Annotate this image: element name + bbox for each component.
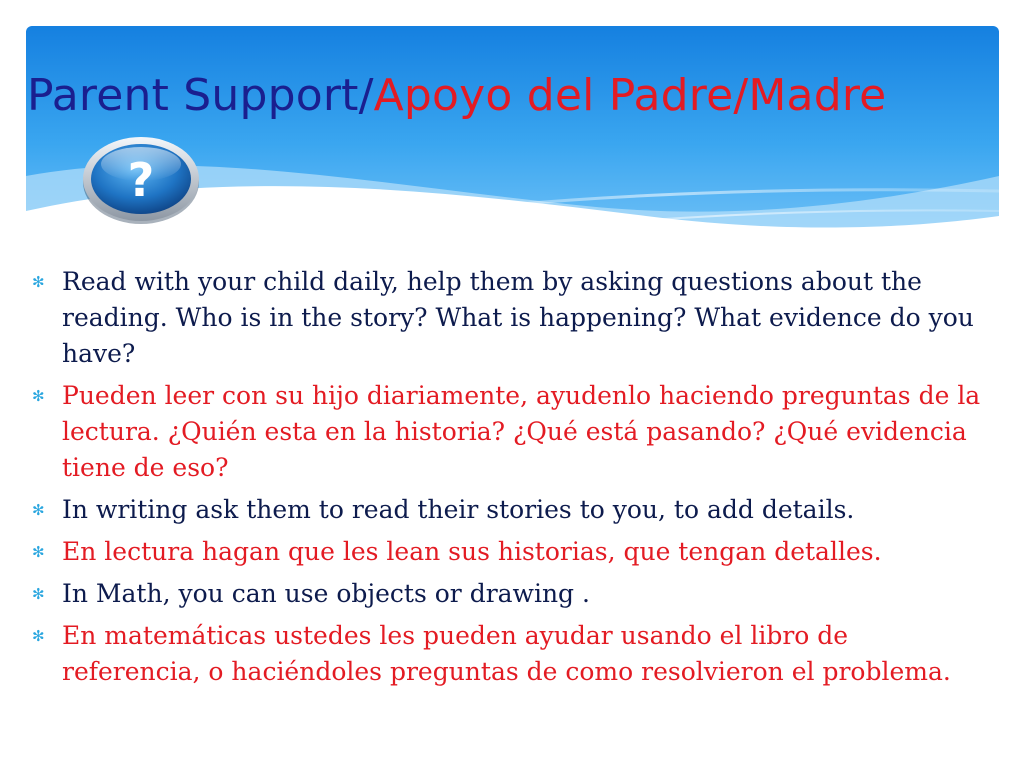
bullet-text: Pueden leer con su hijo diariamente, ayudenlo haciendo preguntas de la lectura. ¿Quién esta en la historia? ¿Qué está pasando? ¿Qué evidencia tiene de eso? bbox=[62, 381, 981, 482]
bullet-marker-icon: ✻ bbox=[32, 387, 45, 405]
page-title bbox=[27, 66, 886, 126]
title-english: Parent Support/ bbox=[27, 70, 374, 121]
bullet-item bbox=[32, 618, 992, 690]
bullet-marker-icon: ✻ bbox=[32, 543, 45, 561]
bullet-item bbox=[32, 492, 992, 528]
bullet-item bbox=[32, 576, 992, 612]
bullet-list bbox=[32, 264, 992, 696]
bullet-item bbox=[32, 264, 992, 372]
bullet-text: En matemáticas ustedes les pueden ayudar usando el libro de referencia, o haciéndoles preguntas de como resolvieron el problema. bbox=[62, 621, 951, 686]
bullet-marker-icon: ✻ bbox=[32, 273, 45, 291]
question-glyph: ? bbox=[127, 153, 155, 207]
bullet-item bbox=[32, 534, 992, 570]
title-spanish: Apoyo del Padre/Madre bbox=[373, 70, 887, 121]
bullet-marker-icon: ✻ bbox=[32, 585, 45, 603]
bullet-item bbox=[32, 378, 992, 486]
question-mark-icon bbox=[80, 134, 202, 226]
bullet-marker-icon: ✻ bbox=[32, 501, 45, 519]
bullet-text: En lectura hagan que les lean sus historias, que tengan detalles. bbox=[62, 537, 882, 566]
bullet-marker-icon: ✻ bbox=[32, 627, 45, 645]
bullet-text: In Math, you can use objects or drawing . bbox=[62, 579, 590, 608]
bullet-text: In writing ask them to read their stories to you, to add details. bbox=[62, 495, 855, 524]
bullet-text: Read with your child daily, help them by asking questions about the reading. Who is in the story? What is happening? What evidence do you have? bbox=[62, 267, 974, 368]
